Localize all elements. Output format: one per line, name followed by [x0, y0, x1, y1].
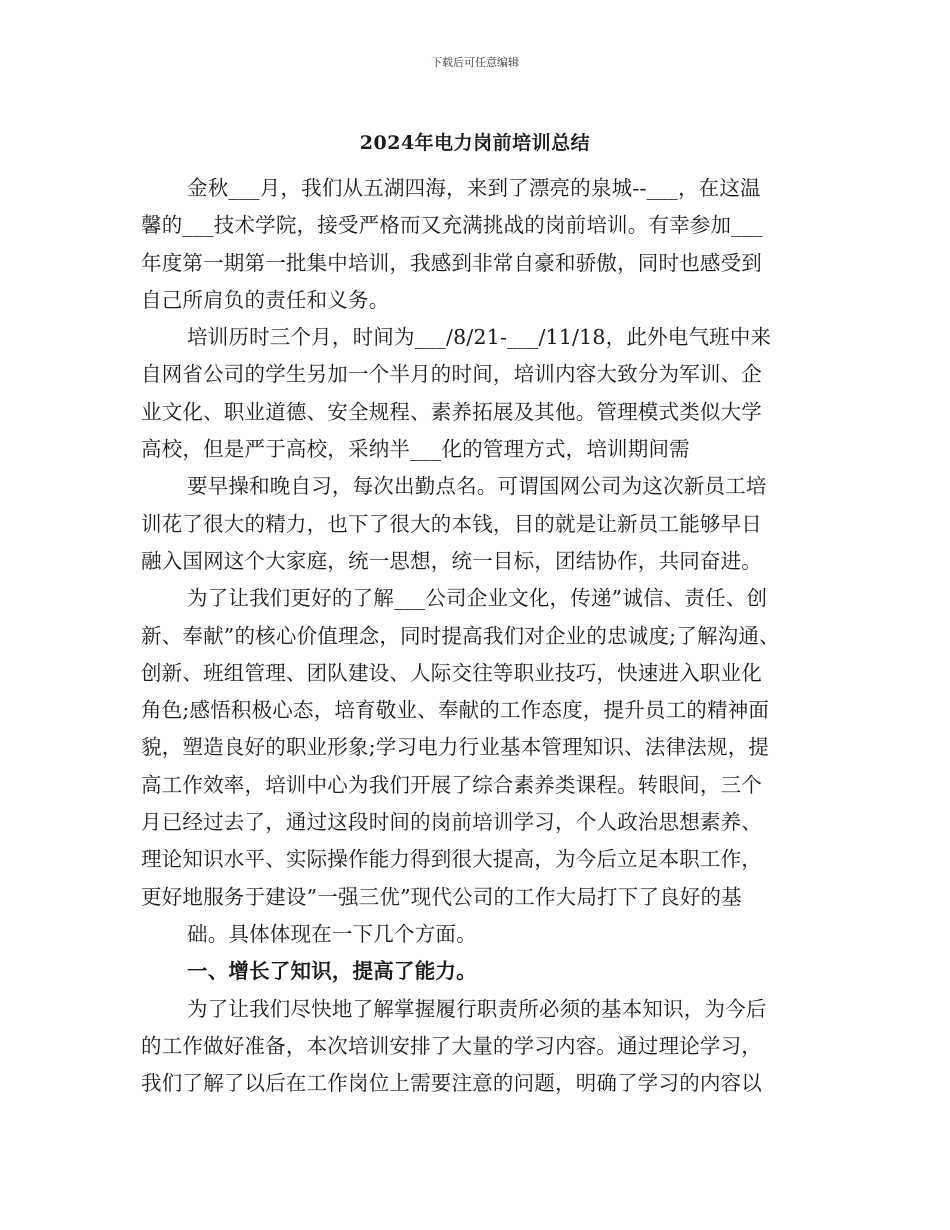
- body-line: 培训历时三个月，时间为___/8/21-___/11/18，此外电气班中来: [187, 325, 772, 350]
- body-line: 貌，塑造良好的职业形象;学习电力行业基本管理知识、法律法规，提: [141, 735, 770, 760]
- body-line: 自己所肩负的责任和义务。: [141, 287, 390, 312]
- body-line: 我们了解了以后在工作岗位上需要注意的问题，明确了学习的内容以: [141, 1071, 762, 1096]
- document-body: [141, 170, 826, 1102]
- body-line: 业文化、职业道德、安全规程、素养拓展及其他。管理模式类似大学: [141, 399, 762, 424]
- body-line: 馨的___技术学院，接受严格而又充满挑战的岗前培训。有幸参加___: [141, 213, 763, 238]
- body-line: 高校，但是严于高校，采纳半___化的管理方式，培训期间需: [141, 437, 690, 462]
- body-line: 为了让我们更好的了解___公司企业文化，传递”诚信、责任、创: [187, 586, 768, 611]
- body-line: 创新、班组管理、团队建设、人际交往等职业技巧，快速进入职业化: [141, 660, 762, 685]
- page-header-note: 下载后可任意编辑: [431, 56, 519, 69]
- body-line: 的工作做好准备，本次培训安排了大量的学习内容。通过理论学习，: [141, 1033, 762, 1058]
- document-title: 2024年电力岗前培训总结: [359, 132, 591, 154]
- body-line: 要早操和晚自习，每次出勤点名。可谓国网公司为这次新员工培: [187, 474, 767, 499]
- body-line: 年度第一期第一批集中培训，我感到非常自豪和骄傲，同时也感受到: [141, 250, 762, 275]
- body-line: 金秋___月，我们从五湖四海，来到了漂亮的泉城--___，在这温: [187, 176, 761, 200]
- body-line: 理论知识水平、实际操作能力得到很大提高，为今后立足本职工作，: [141, 847, 762, 872]
- body-line: 月已经过去了，通过这段时间的岗前培训学习，个人政治思想素养、: [141, 810, 762, 835]
- body-line: 更好地服务于建设”一强三优”现代公司的工作大局打下了良好的基: [141, 884, 742, 909]
- body-line: 自网省公司的学生另加一个半月的时间，培训内容大致分为军训、企: [141, 362, 762, 387]
- body-line: 础。具体体现在一下几个方面。: [187, 921, 477, 946]
- body-line: 训花了很大的精力，也下了很大的本钱，目的就是让新员工能够早日: [141, 511, 762, 536]
- body-line: 角色;感悟积极心态，培育敬业、奉献的工作态度，提升员工的精神面: [141, 698, 770, 723]
- body-line: 为了让我们尽快地了解掌握履行职责所必须的基本知识，为今后: [187, 996, 767, 1021]
- body-line: 高工作效率，培训中心为我们开展了综合素养类课程。转眼间，三个: [141, 772, 762, 797]
- body-line: 融入国网这个大家庭，统一思想，统一目标，团结协作，共同奋进。: [141, 548, 762, 573]
- body-line: 新、奉献”的核心价值理念，同时提高我们对企业的忠诚度;了解沟通、: [141, 623, 780, 648]
- section-heading: 一、增长了知识，提高了能力。: [187, 959, 477, 984]
